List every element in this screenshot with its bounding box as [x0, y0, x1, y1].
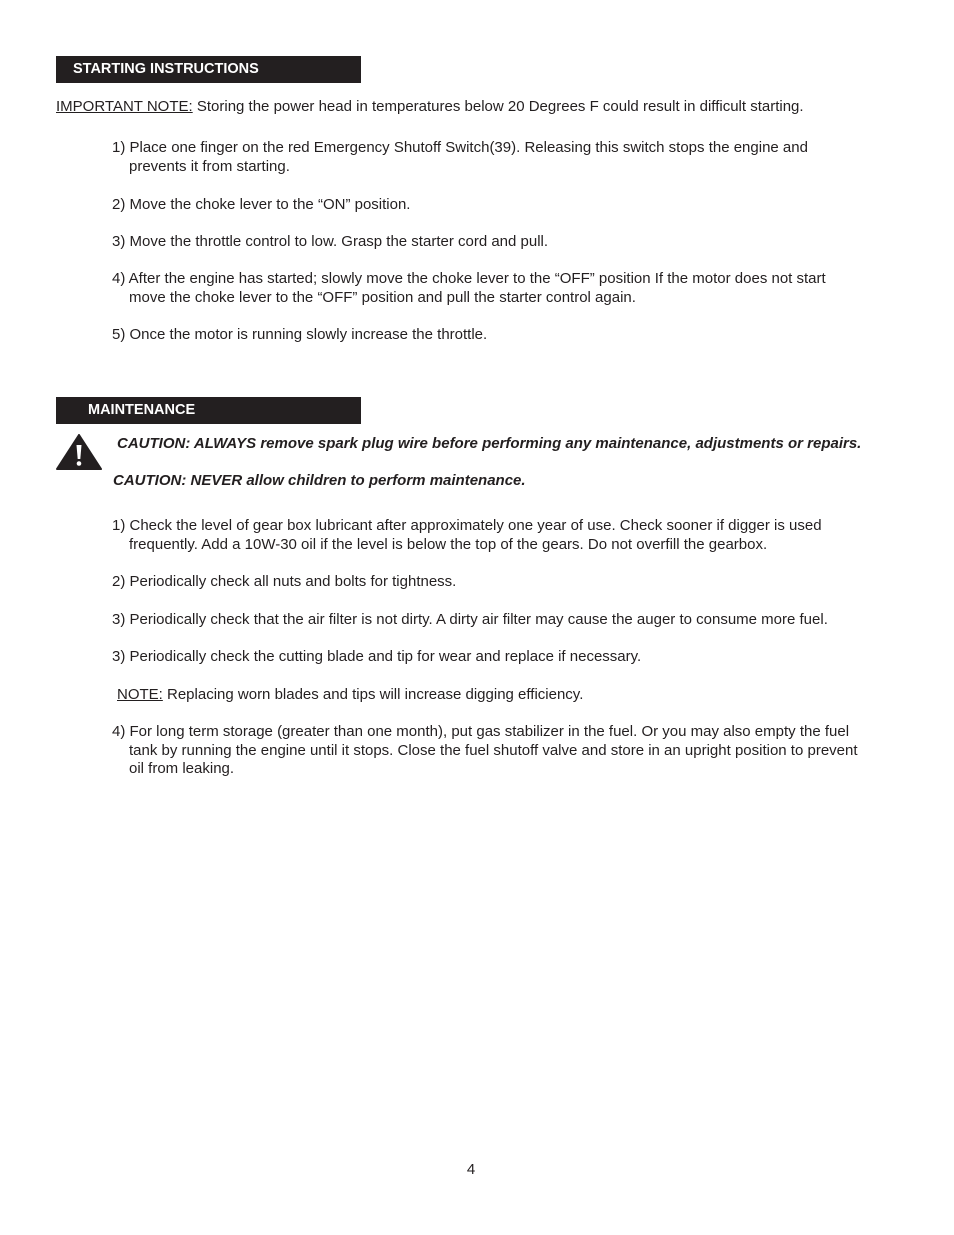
starting-step-5-line1: 5) Once the motor is running slowly increase the throttle. [112, 326, 488, 343]
maintenance-step-4 [112, 723, 858, 779]
maintenance-note-label: NOTE: [117, 686, 163, 703]
maintenance-step-4-line2: tank by running the engine until it stops. Close the fuel shutoff valve and store in an upright position to prevent [129, 741, 858, 759]
starting-step-1-line1: 1) Place one finger on the red Emergency Shutoff Switch(39). Releasing this switch stops the engine and [112, 139, 808, 156]
starting-step-4 [112, 270, 826, 307]
important-note-label: IMPORTANT NOTE: [56, 98, 193, 115]
maintenance-step-1-line2: frequently. Add a 10W-30 oil if the level is below the top of the gears. Do not overfill the gearbox. [129, 535, 768, 553]
maintenance-step-2-line1: 2) Periodically check all nuts and bolts for tightness. [112, 573, 457, 590]
warning-triangle-icon [56, 434, 102, 470]
starting-step-4-line1: 4) After the engine has started; slowly move the choke lever to the “OFF” position If the motor does not start [112, 270, 826, 287]
caution-spark-plug: CAUTION: ALWAYS remove spark plug wire before performing any maintenance, adjustments or repairs. [117, 435, 862, 452]
maintenance-step-3a [112, 611, 828, 630]
maintenance-note-text: Replacing worn blades and tips will increase digging efficiency. [162, 686, 584, 703]
maintenance-step-3b-line1: 3) Periodically check the cutting blade and tip for wear and replace if necessary. [112, 648, 642, 665]
starting-step-2-line1: 2) Move the choke lever to the “ON” position. [112, 196, 411, 213]
starting-instructions-header: STARTING INSTRUCTIONS [56, 56, 361, 83]
maintenance-step-4-line1: 4) For long term storage (greater than one month), put gas stabilizer in the fuel. Or you may also empty the fuel [112, 723, 850, 740]
maintenance-step-3a-line1: 3) Periodically check that the air filter is not dirty. A dirty air filter may cause the auger to consume more fuel. [112, 611, 828, 628]
maintenance-step-3b [112, 648, 641, 667]
maintenance-step-1-line1: 1) Check the level of gear box lubricant after approximately one year of use. Check sooner if digger is used [112, 517, 822, 534]
page-number: 4 [466, 1161, 476, 1178]
important-note-text: Storing the power head in temperatures below 20 Degrees F could result in difficult starting. [192, 98, 804, 115]
maintenance-note [117, 686, 583, 705]
important-note [56, 98, 804, 117]
starting-step-2 [112, 196, 410, 215]
maintenance-step-4-line3: oil from leaking. [129, 760, 235, 777]
starting-step-3-line1: 3) Move the throttle control to low. Grasp the starter cord and pull. [112, 233, 549, 250]
maintenance-header: MAINTENANCE [56, 397, 361, 424]
starting-step-4-line2: move the choke lever to the “OFF” position and pull the starter control again. [129, 288, 636, 306]
maintenance-step-1 [112, 517, 822, 554]
starting-step-1-line2: prevents it from starting. [129, 157, 290, 175]
starting-step-3 [112, 233, 548, 252]
starting-step-1 [112, 139, 808, 176]
maintenance-step-2 [112, 573, 456, 592]
caution-children: CAUTION: NEVER allow children to perform maintenance. [113, 472, 526, 489]
starting-step-5 [112, 326, 487, 345]
